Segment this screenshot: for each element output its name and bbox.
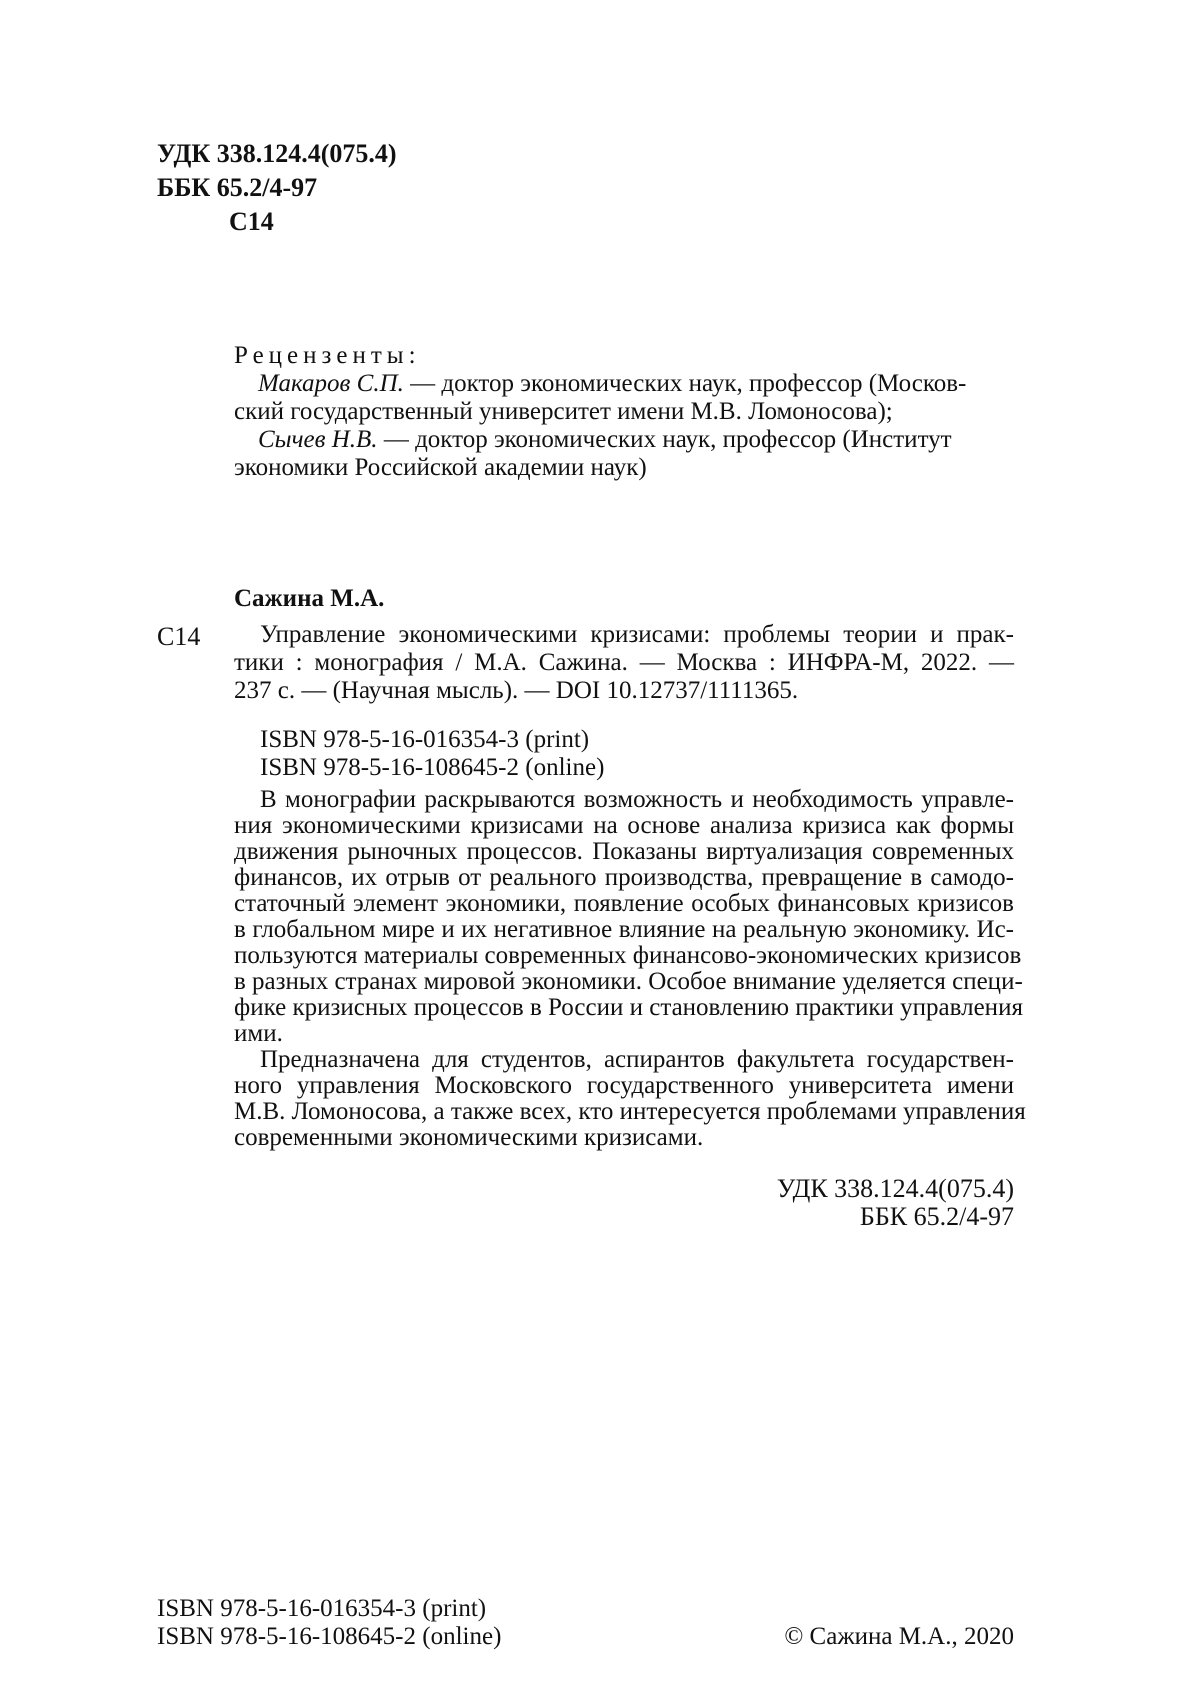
annotation-line: в глобальном мире и их негативное влияние на реальную экономику. Ис- [234,916,1014,943]
footer-isbn-block [157,1595,501,1651]
bbk-code: ББК 65.2/4-97 [859,1202,1014,1231]
isbn-online: ISBN 978-5-16-108645-2 (online) [157,1623,502,1650]
reviewer-entry [234,370,1014,398]
classification-codes-bottom [234,1175,1014,1231]
reviewer-affiliation: экономики Российской академии наук) [234,454,647,481]
annotation-line: движения рыночных процессов. Показаны виртуализация современных [234,838,1014,865]
annotation-line: современными экономическими кризисами. [234,1124,704,1151]
bibliographic-description [234,621,1014,705]
bib-line: тики : монография / М.А. Сажина. — Москва : ИНФРА-М, 2022. — [234,649,1014,676]
annotation-line: ния экономическими кризисами на основе анализа кризиса как формы [234,812,1014,839]
reviewer-name: Макаров С.П. [258,370,404,397]
annotation-line: статочный элемент экономики, появление особых финансовых кризисов [234,890,1014,917]
classification-codes [157,137,397,239]
udk-code: УДК 338.124.4(075.4) [776,1174,1014,1203]
annotation-line: ного управления Московского государственного университета имени [234,1072,1014,1099]
udk-code: УДК 338.124.4(075.4) [157,139,397,168]
reviewer-name: Сычев Н.В. [258,426,378,453]
reviewer-entry [234,426,1014,454]
isbn-print: ISBN 978-5-16-016354-3 (print) [260,726,590,753]
annotation-line: М.В. Ломоносова, а также всех, кто интересуется проблемами управления [234,1098,1026,1125]
isbn-online: ISBN 978-5-16-108645-2 (online) [260,754,605,781]
author-sign-code: С14 [157,622,201,651]
bbk-code: ББК 65.2/4-97 [157,173,318,202]
book-author: Сажина М.А. [234,585,385,612]
isbn-block [260,726,604,782]
annotation-line: Предназначена для студентов, аспирантов факультета государствен- [260,1046,1014,1073]
author-code: С14 [229,207,274,236]
copyright-notice: © Сажина М.А., 2020 [784,1623,1014,1650]
reviewers-section [234,342,1014,482]
annotation-line: ими. [234,1020,283,1047]
annotation [234,786,1026,1151]
annotation-line: В монографии раскрываются возможность и необходимость управле- [260,786,1014,813]
annotation-line: фике кризисных процессов в России и становлению практики управления [234,994,1023,1021]
bib-line: 237 с. — (Научная мысль). — DOI 10.12737/1111365. [234,677,799,704]
annotation-line: финансов, их отрыв от реального производства, превращение в самодо- [234,864,1014,891]
reviewer-credentials: — доктор экономических наук, профессор (Москов- [403,370,967,397]
bib-line: Управление экономическими кризисами: проблемы теории и прак- [260,621,1014,648]
reviewer-affiliation: ский государственный университет имени М.В. Ломоносова); [234,398,893,425]
reviewer-credentials: — доктор экономических наук, профессор (Институт [377,426,952,453]
annotation-line: в разных странах мировой экономики. Особое внимание уделяется специ- [234,968,1023,995]
isbn-print: ISBN 978-5-16-016354-3 (print) [157,1595,487,1622]
reviewers-heading: Рецензенты: [234,342,421,369]
annotation-line: пользуются материалы современных финансово-экономических кризисов [234,942,1022,969]
